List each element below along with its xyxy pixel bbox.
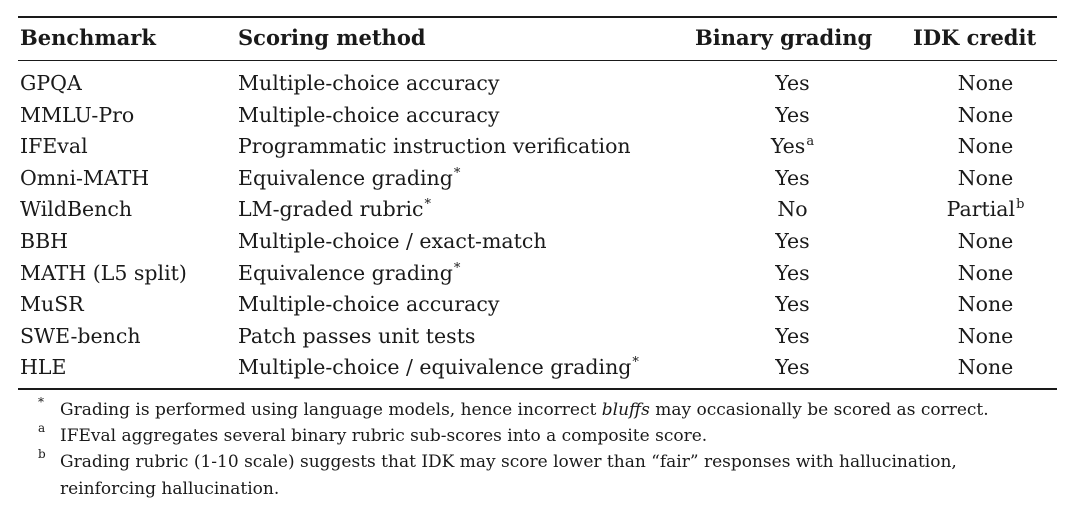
cell-idk-credit [913, 73, 1058, 94]
cell-binary-grading-text: Yes [775, 166, 810, 190]
cell-benchmark [20, 105, 134, 126]
footnote-b [38, 447, 957, 472]
cell-benchmark [20, 357, 66, 378]
footnote-marker: b [1016, 197, 1025, 212]
footnote-star [38, 395, 989, 420]
cell-benchmark-text: Omni-MATH [20, 166, 150, 190]
footnote-star-mark: * [38, 395, 44, 409]
cell-scoring-method [238, 231, 547, 252]
footnote-star-text-before: Grading is performed using language models, hence incorrect [60, 400, 602, 420]
cell-idk-credit-text: None [957, 324, 1014, 348]
cell-scoring-method-text: Multiple-choice / equivalence grading [238, 355, 632, 379]
header-idk-credit: IDK credit [913, 25, 1037, 50]
footnote-marker: * [632, 355, 639, 370]
cell-idk-credit-text: None [957, 71, 1014, 95]
cell-idk-credit [913, 357, 1058, 378]
cell-scoring-method [238, 73, 499, 94]
cell-scoring-method [238, 263, 460, 284]
cell-benchmark [20, 73, 82, 94]
cell-binary-grading [695, 294, 890, 315]
cell-idk-credit [913, 199, 1058, 220]
cell-binary-grading-text: No [777, 197, 808, 221]
footnote-star-emphasis: bluffs [601, 400, 650, 420]
cell-scoring-method-text: LM-graded rubric [238, 197, 424, 221]
cell-idk-credit-text: Partial [946, 197, 1016, 221]
cell-scoring-method-text: Multiple-choice accuracy [238, 103, 500, 127]
cell-idk-credit-text: None [957, 166, 1014, 190]
footnote-marker: * [453, 261, 461, 276]
cell-idk-credit-text: None [957, 261, 1014, 285]
cell-benchmark-text: MMLU-Pro [20, 103, 135, 127]
cell-scoring-method [238, 199, 431, 220]
table-top-rule [18, 16, 1057, 18]
cell-benchmark-text: MuSR [20, 292, 84, 316]
cell-idk-credit-text: None [957, 103, 1014, 127]
cell-binary-grading [695, 231, 890, 252]
table-bottom-rule [18, 388, 1057, 390]
cell-binary-grading-text: Yes [775, 229, 810, 253]
cell-scoring-method-text: Multiple-choice accuracy [238, 292, 500, 316]
cell-scoring-method [238, 294, 499, 315]
cell-idk-credit [913, 168, 1058, 189]
footnote-b-line1: Grading rubric (1-10 scale) suggests that IDK may score lower than “fair” responses with hallucination, [60, 452, 957, 472]
cell-binary-grading-text: Yes [775, 261, 810, 285]
cell-idk-credit [913, 263, 1058, 284]
cell-binary-grading [695, 263, 890, 284]
header-scoring-method: Scoring method [238, 25, 426, 50]
cell-binary-grading-text: Yes [770, 134, 806, 158]
cell-scoring-method-text: Equivalence grading [238, 166, 453, 190]
footnote-marker: * [453, 166, 461, 181]
cell-idk-credit-text: None [957, 134, 1014, 158]
cell-idk-credit [913, 136, 1058, 157]
cell-binary-grading [695, 357, 890, 378]
cell-benchmark [20, 263, 187, 284]
cell-scoring-method [238, 168, 460, 189]
cell-binary-grading-text: Yes [775, 71, 810, 95]
cell-scoring-method-text: Multiple-choice / exact-match [238, 229, 547, 253]
cell-benchmark [20, 231, 68, 252]
cell-binary-grading-text: Yes [775, 324, 810, 348]
cell-idk-credit-text: None [957, 292, 1014, 316]
cell-scoring-method [238, 136, 631, 157]
footnote-a-text: IFEval aggregates several binary rubric sub-scores into a composite score. [60, 426, 708, 446]
cell-benchmark [20, 136, 88, 157]
cell-benchmark-text: IFEval [20, 134, 88, 158]
header-binary-grading: Binary grading [695, 25, 873, 50]
cell-benchmark [20, 294, 84, 315]
cell-scoring-method-text: Equivalence grading [238, 261, 453, 285]
cell-binary-grading [695, 199, 890, 220]
footnote-marker: a [806, 134, 815, 149]
cell-idk-credit [913, 105, 1058, 126]
cell-scoring-method [238, 326, 475, 347]
cell-binary-grading-text: Yes [775, 355, 810, 379]
cell-scoring-method-text: Patch passes unit tests [238, 324, 476, 348]
cell-idk-credit [913, 294, 1058, 315]
cell-scoring-method [238, 105, 499, 126]
cell-benchmark-text: SWE-bench [20, 324, 141, 348]
cell-benchmark-text: BBH [20, 229, 69, 253]
cell-binary-grading [695, 168, 890, 189]
footnote-a-mark: a [38, 421, 46, 435]
cell-binary-grading-text: Yes [775, 292, 810, 316]
cell-benchmark-text: HLE [20, 355, 67, 379]
cell-scoring-method-text: Programmatic instruction verification [238, 134, 631, 158]
cell-idk-credit-text: None [957, 355, 1014, 379]
cell-benchmark [20, 199, 132, 220]
footnote-a [38, 421, 708, 446]
cell-binary-grading [695, 136, 890, 157]
footnote-b-line2: reinforcing hallucination. [60, 479, 280, 499]
cell-benchmark [20, 326, 141, 347]
table-header-rule [18, 60, 1057, 61]
footnote-marker: * [424, 197, 432, 212]
cell-idk-credit [913, 326, 1058, 347]
cell-scoring-method-text: Multiple-choice accuracy [238, 71, 500, 95]
cell-binary-grading [695, 73, 890, 94]
cell-benchmark-text: WildBench [20, 197, 133, 221]
header-benchmark: Benchmark [20, 25, 156, 50]
cell-scoring-method [238, 357, 639, 378]
cell-idk-credit-text: None [957, 229, 1014, 253]
cell-binary-grading [695, 105, 890, 126]
cell-binary-grading-text: Yes [775, 103, 810, 127]
cell-benchmark-text: GPQA [20, 71, 82, 95]
footnote-star-text-after: may occasionally be scored as correct. [649, 400, 989, 420]
cell-binary-grading [695, 326, 890, 347]
cell-benchmark [20, 168, 149, 189]
footnote-b-mark: b [38, 447, 46, 461]
cell-idk-credit [913, 231, 1058, 252]
cell-benchmark-text: MATH (L5 split) [20, 261, 187, 285]
